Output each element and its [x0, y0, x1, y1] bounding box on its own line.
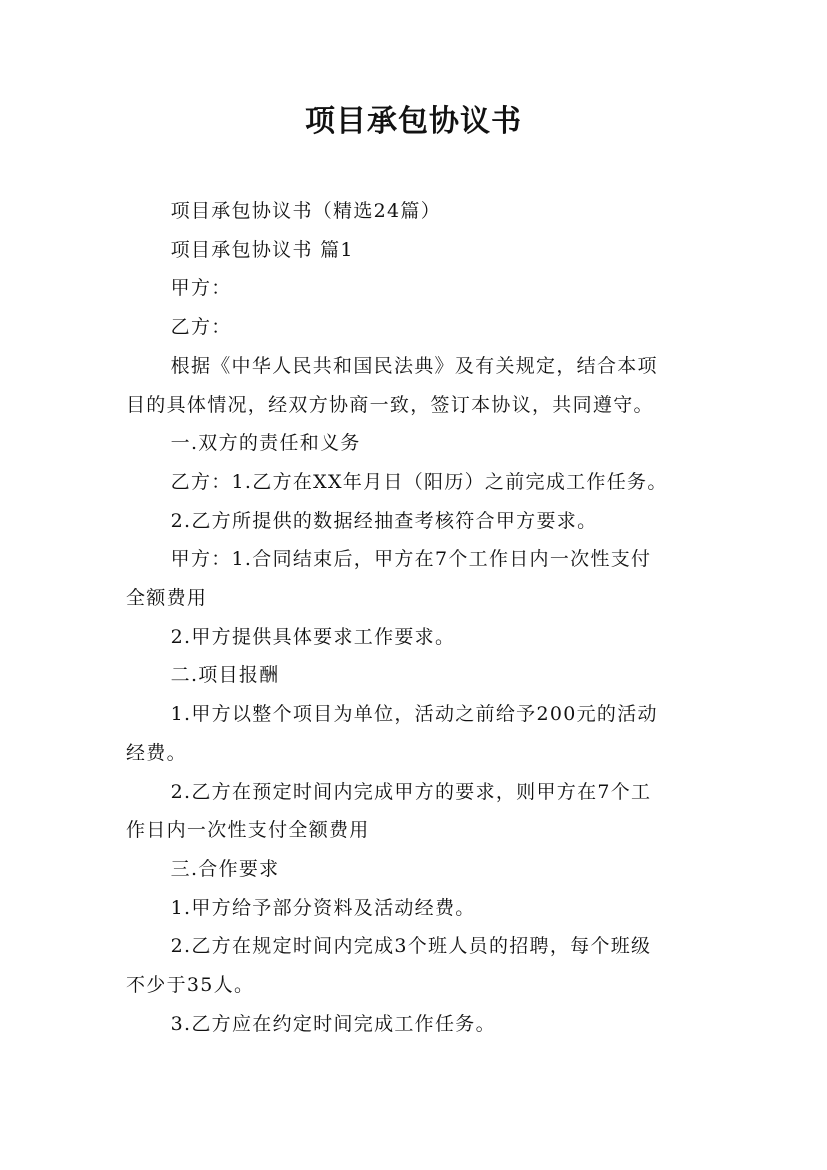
paragraph-party-a-duty-1	[126, 540, 706, 617]
paragraph-line: 2.乙方所提供的数据经抽查考核符合甲方要求。	[170, 509, 598, 532]
paragraph-line: 乙方：1.乙方在XX年月日（阳历）之前完成工作任务。	[170, 470, 668, 493]
paragraph-remuneration-2	[126, 773, 706, 850]
paragraph-party-b-duty-1	[126, 463, 706, 502]
paragraph-line: 3.乙方应在约定时间完成工作任务。	[170, 1012, 496, 1035]
paragraph-line: 乙方：	[170, 316, 232, 339]
paragraph-heading-duties	[126, 424, 706, 463]
paragraph-line: 项目承包协议书（精选24篇）	[170, 200, 442, 222]
paragraph-line: 根据《中华人民共和国民法典》及有关规定，结合本项	[170, 354, 658, 377]
paragraph-party-b	[126, 308, 706, 347]
paragraph-line: 项目承包协议书 篇1	[170, 238, 354, 261]
paragraph-line: 目的具体情况，经双方协商一致，签订本协议，共同遵守。	[126, 393, 654, 416]
paragraph-subtitle	[126, 192, 706, 231]
paragraph-heading-cooperation	[126, 850, 706, 889]
paragraph-line: 二.项目报酬	[170, 664, 280, 687]
paragraph-line: 一.双方的责任和义务	[170, 432, 361, 455]
paragraph-party-a	[126, 269, 706, 308]
document-body	[126, 192, 706, 1043]
paragraph-line: 作日内一次性支付全额费用	[126, 819, 370, 842]
paragraph-cooperation-3	[126, 1005, 706, 1044]
paragraph-remuneration-1	[126, 695, 706, 772]
paragraph-line: 2.乙方在预定时间内完成甲方的要求，则甲方在7个工	[170, 780, 652, 803]
paragraph-cooperation-2	[126, 927, 706, 1004]
paragraph-line: 三.合作要求	[170, 857, 280, 880]
paragraph-cooperation-1	[126, 889, 706, 928]
paragraph-line: 2.乙方在规定时间内完成3个班人员的招聘，每个班级	[170, 935, 652, 958]
paragraph-line: 甲方：	[170, 277, 232, 300]
paragraph-line: 1.甲方给予部分资料及活动经费。	[170, 896, 476, 919]
paragraph-party-b-duty-2	[126, 502, 706, 541]
paragraph-line: 经费。	[126, 741, 187, 764]
paragraph-heading-remuneration	[126, 656, 706, 695]
paragraph-section-heading	[126, 231, 706, 270]
paragraph-party-a-duty-2	[126, 618, 706, 657]
paragraph-line: 2.甲方提供具体要求工作要求。	[170, 625, 456, 648]
paragraph-line: 甲方：1.合同结束后，甲方在7个工作日内一次性支付	[170, 548, 652, 571]
paragraph-line: 1.甲方以整个项目为单位，活动之前给予200元的活动	[170, 703, 658, 726]
paragraph-line: 不少于35人。	[126, 974, 255, 997]
paragraph-preamble	[126, 347, 706, 424]
document-title: 项目承包协议书	[305, 104, 522, 139]
paragraph-line: 全额费用	[126, 587, 208, 610]
